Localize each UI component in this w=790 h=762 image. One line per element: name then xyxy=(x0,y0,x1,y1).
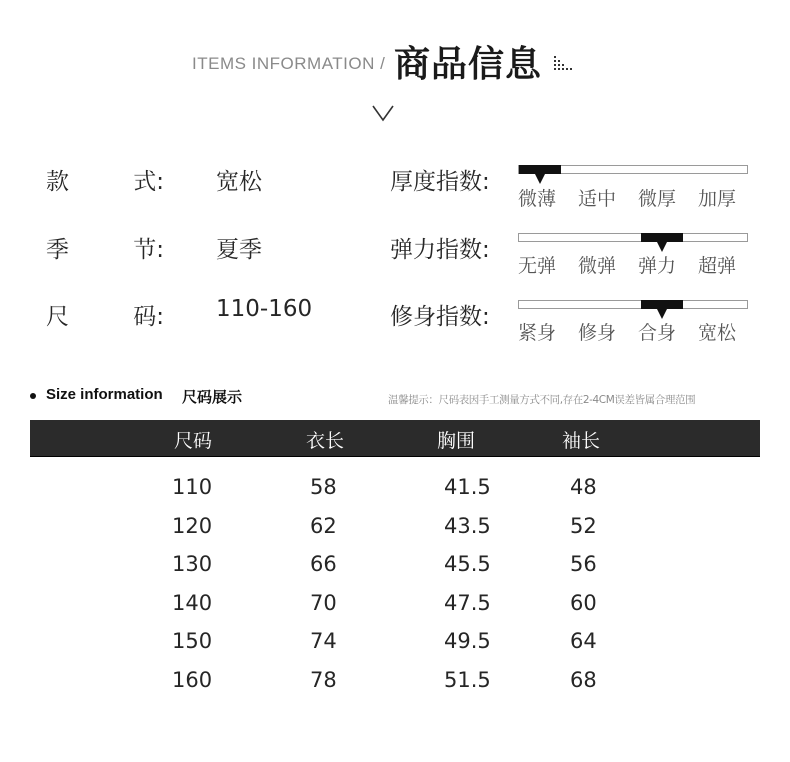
table-cell: 66 xyxy=(310,552,337,577)
index-option: 合身 xyxy=(638,322,677,344)
chevron-down-icon xyxy=(372,104,394,122)
table-cell: 68 xyxy=(570,668,597,692)
attr-label-part: 尺 xyxy=(46,304,69,330)
index-scale-elasticity xyxy=(518,233,748,242)
dot-grid-icon xyxy=(554,56,574,72)
scale-fill xyxy=(641,300,683,309)
index-label-elasticity: 弹力指数: xyxy=(390,237,490,263)
table-header-size: 尺码 xyxy=(174,430,213,452)
index-options-fit xyxy=(518,318,758,345)
attr-label-part: 式: xyxy=(133,169,164,195)
table-cell: 41.5 xyxy=(444,475,491,499)
attr-label-style xyxy=(46,163,164,196)
table-cell: 78 xyxy=(310,668,337,692)
scale-fill xyxy=(641,233,683,242)
attr-value-size: 110-160 xyxy=(216,296,313,322)
table-cell: 64 xyxy=(570,629,597,654)
table-cell: 60 xyxy=(570,590,597,615)
table-cell: 110 xyxy=(172,475,213,499)
table-cell: 49.5 xyxy=(444,629,491,654)
index-option: 超弹 xyxy=(698,255,737,277)
table-cell: 56 xyxy=(570,552,597,577)
index-option: 适中 xyxy=(578,188,617,210)
table-cell: 43.5 xyxy=(444,513,491,538)
table-cell: 48 xyxy=(570,475,597,499)
table-cell: 62 xyxy=(310,513,337,538)
index-option: 紧身 xyxy=(518,322,557,344)
index-option: 修身 xyxy=(578,322,617,344)
attr-label-part: 码: xyxy=(133,304,164,330)
attr-label-part: 节: xyxy=(133,237,164,263)
size-title-en: Size information xyxy=(46,386,163,403)
header-title-cn: 商品信息 xyxy=(394,44,543,85)
bullet-icon xyxy=(30,393,36,399)
table-header-sleeve: 袖长 xyxy=(562,430,601,452)
index-option: 加厚 xyxy=(698,188,737,210)
attr-value-season: 夏季 xyxy=(216,237,262,263)
table-cell: 130 xyxy=(172,552,213,577)
index-option: 无弹 xyxy=(518,255,557,277)
scale-fill xyxy=(519,165,561,174)
table-cell: 74 xyxy=(310,629,337,654)
table-cell: 140 xyxy=(172,590,213,615)
attr-label-size xyxy=(46,298,164,331)
table-cell: 52 xyxy=(570,513,597,538)
size-table-header xyxy=(30,420,760,457)
table-cell: 120 xyxy=(172,513,213,538)
index-scale-fit xyxy=(518,300,748,309)
table-cell: 47.5 xyxy=(444,590,491,615)
index-scale-thickness xyxy=(518,165,748,174)
attr-label-season xyxy=(46,231,164,264)
table-header-chest: 胸围 xyxy=(437,430,476,452)
index-option: 微弹 xyxy=(578,255,617,277)
index-options-thickness xyxy=(518,184,758,211)
size-note: 温馨提示：尺码表因手工测量方式不同,存在2-4CM误差皆属合理范围 xyxy=(388,394,696,406)
attr-label-part: 款 xyxy=(46,169,69,195)
attr-value-style: 宽松 xyxy=(216,169,262,195)
table-cell: 70 xyxy=(310,590,337,615)
index-label-fit: 修身指数: xyxy=(390,304,490,330)
table-cell: 160 xyxy=(172,668,213,692)
index-option: 弹力 xyxy=(638,255,677,277)
table-cell: 58 xyxy=(310,475,337,499)
table-cell: 45.5 xyxy=(444,552,491,577)
table-cell: 51.5 xyxy=(444,668,491,692)
size-title-cn: 尺码展示 xyxy=(182,388,243,406)
index-option: 微厚 xyxy=(638,188,677,210)
table-header-length: 衣长 xyxy=(306,430,345,452)
table-cell: 150 xyxy=(172,629,213,654)
index-label-thickness: 厚度指数: xyxy=(390,169,490,195)
index-option: 微薄 xyxy=(518,188,557,210)
index-options-elasticity xyxy=(518,251,758,278)
scale-marker-icon xyxy=(535,174,545,184)
index-option: 宽松 xyxy=(698,322,737,344)
header-title-en: ITEMS INFORMATION / xyxy=(192,54,386,73)
attr-label-part: 季 xyxy=(46,237,69,263)
